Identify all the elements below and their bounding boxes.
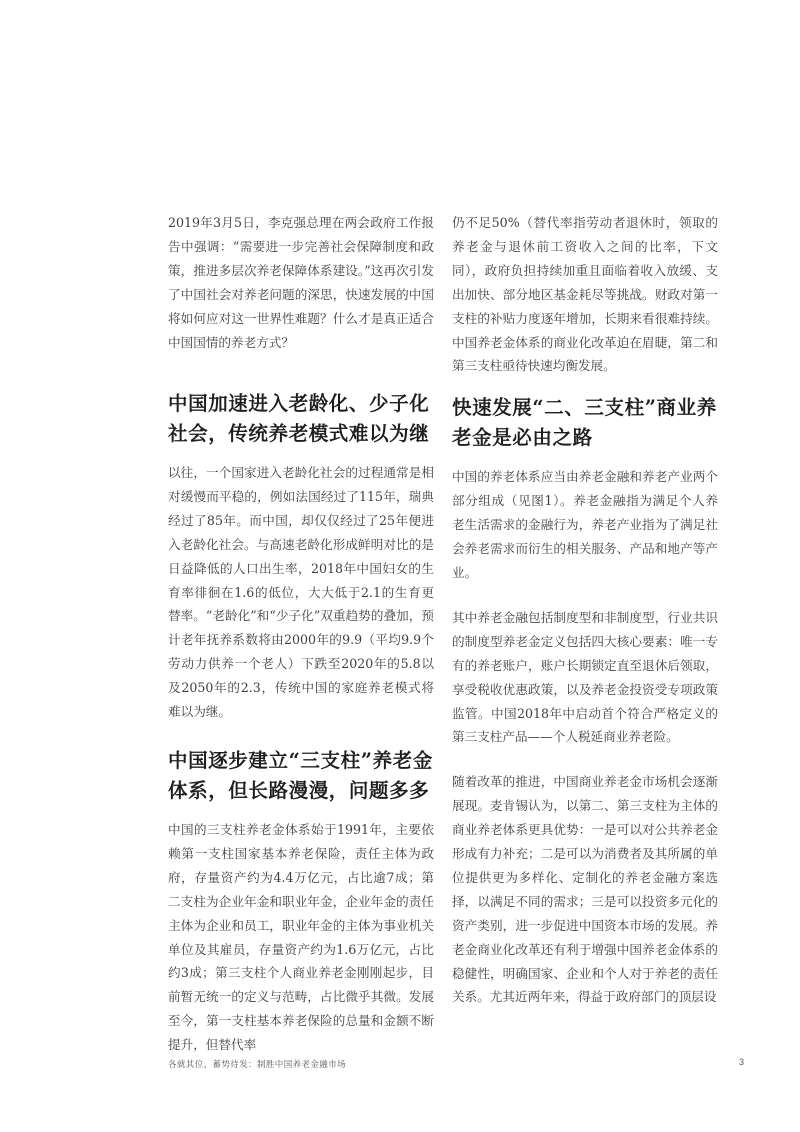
- section-heading-three-pillars: 中国逐步建立“三支柱”养老金体系，但长路漫漫，问题多多: [168, 748, 433, 802]
- continuation-paragraph: 仍不足50%（替代率指劳动者退休时，领取的养老金与退休前工资收入之间的比率，下文同），政府负担持续加重且面临着收入放缓、支出加快、部分地区基金耗尽等挑战。财政对第一支柱的补贴力度逐年增加，长期来看很难持续。中国养老金体系的商业化改革迫在眉睫，第二和第三支柱亟待快速均衡发展。: [452, 215, 718, 374]
- pension-finance-paragraph: 其中养老金融包括制度型和非制度型，行业共识的制度型养老金定义包括四大核心要素：唯一专有的养老账户，账户长期锁定直至退休后领取，享受税收优惠政策，以及养老金投资受专项政策监管。中国2018年中启动首个符合严格定义的第三支柱产品——个人税延商业养老险。: [452, 609, 718, 745]
- intro-paragraph: 2019年3月5日，李克强总理在两会政府工作报告中强调：“需要进一步完善社会保障制度和政策，推进多层次养老保障体系建设。”这再次引发了中国社会对养老问题的深思，快速发展的中国将如何应对这一世界性难题？什么才是真正适合中国国情的养老方式？: [168, 215, 434, 350]
- left-column: [168, 211, 434, 1057]
- aging-paragraph: 以往，一个国家进入老龄化社会的过程通常是相对缓慢而平稳的，例如法国经过了115年，瑞典经过了85年。而中国，却仅仅经过了25年便进入老龄化社会。与高速老龄化形成鲜明对比的是日益降低的人口出生率，2018年中国妇女的生育率徘徊在1.6的低位，大大低于2.1的生育更替率。“老龄化”和“少子化”双重趋势的叠加，预计老年抚养系数将由2000年的9.9（平均9.9个劳动力供养一个老人）下跌至2020年的5.8以及2050年的2.3，传统中国的家庭养老模式将难以为继。: [168, 465, 434, 720]
- three-pillars-paragraph: 中国的三支柱养老金体系始于1991年，主要依赖第一支柱国家基本养老保险，责任主体为政府，存量资产约为4.4万亿元，占比逾7成；第二支柱为企业年金和职业年金，企业年金的责任主体为企业和员工，职业年金的主体为事业机关单位及其雇员，存量资产约为1.6万亿元，占比约3成；第三支柱个人商业养老金刚刚起步，目前暂无统一的定义与范畴，占比微乎其微。发展至今，第一支柱基本养老保险的总量和金额不断提升，但替代率: [168, 821, 434, 1053]
- pension-system-paragraph: 中国的养老体系应当由养老金融和养老产业两个部分组成（见图1）。养老金融指为满足个人养老生活需求的金融行为，养老产业指为了满足社会养老需求而衍生的相关服务、产品和地产等产业。: [452, 469, 718, 580]
- section-heading-commercial-pension: 快速发展“二、三支柱”商业养老金是必由之路: [452, 396, 717, 450]
- market-opportunity-paragraph: 随着改革的推进，中国商业养老金市场机会逐渐展现。麦肯锡认为，以第二、第三支柱为主体的商业养老体系更具优势：一是可以对公共养老金形成有力补充；二是可以为消费者及其所属的单位提供更为多样化、定制化的养老金融方案选择，以满足不同的需求；三是可以投资多元化的资产类别，进一步促进中国资本市场的发展。养老金商业化改革还有利于增强中国养老金体系的稳健性，明确国家、企业和个人对于养老的责任关系。尤其近两年来，得益于政府部门的顶层设: [452, 774, 718, 1005]
- right-column: [452, 211, 718, 1009]
- footer-title: 各就其位，蓄势待发：制胜中国养老金融市场: [168, 1060, 347, 1070]
- page-number: 3: [739, 1057, 745, 1067]
- section-heading-aging: 中国加速进入老龄化、少子化社会，传统养老模式难以为继: [168, 392, 430, 445]
